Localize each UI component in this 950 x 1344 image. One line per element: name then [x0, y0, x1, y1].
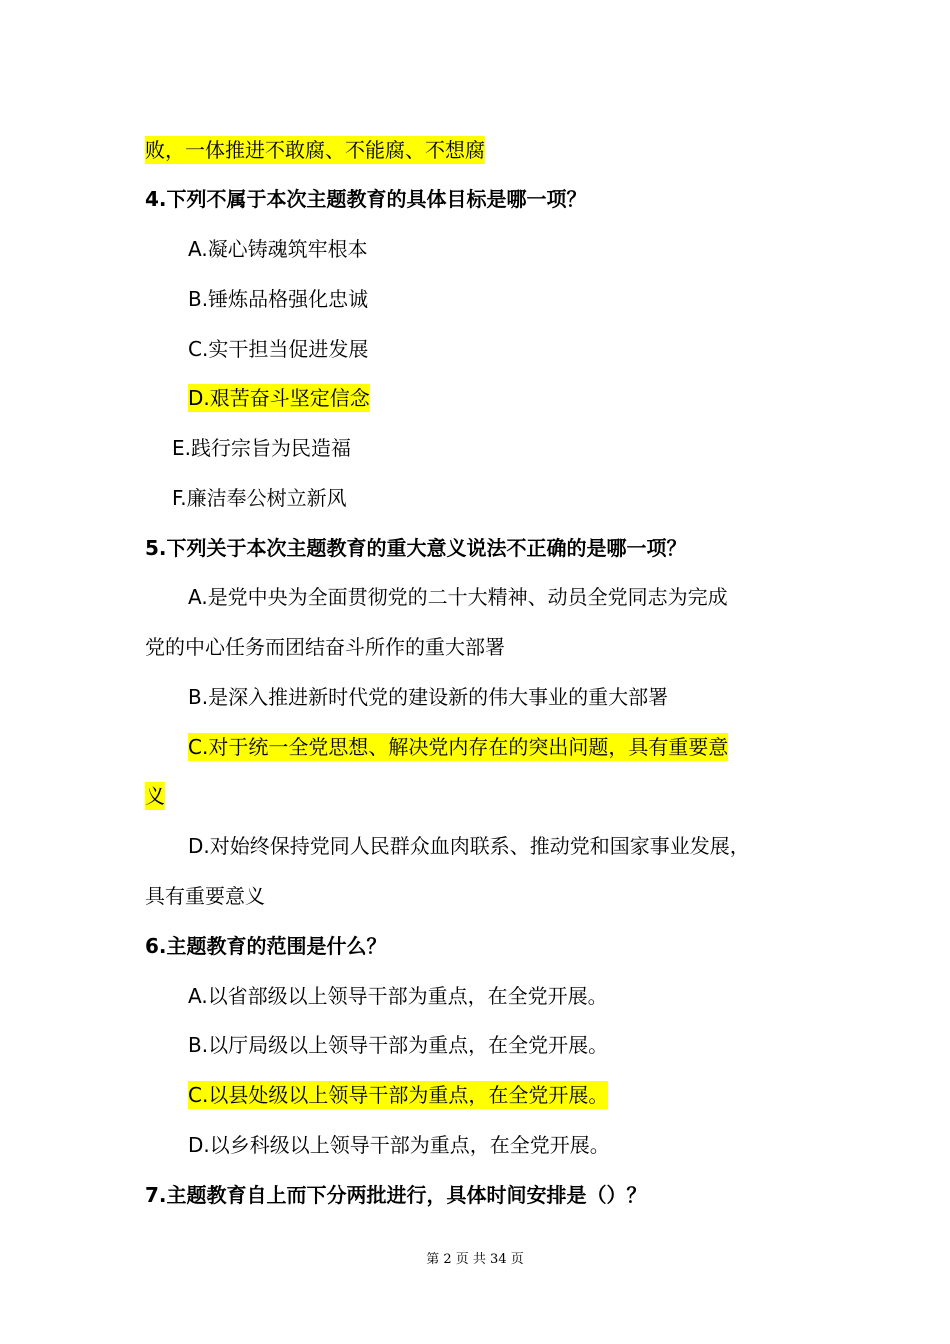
question-6-option-b: B.以厅局级以上领导干部为重点，在全党开展。 [188, 1033, 609, 1057]
question-4-option-f: F.廉洁奉公树立新风 [172, 486, 347, 510]
question-4-option-c: C.实干担当促进发展 [188, 337, 369, 361]
question-4-option-e: E.践行宗旨为民造福 [172, 436, 351, 460]
page-footer: 第 2 页 共 34 页 [426, 1252, 524, 1267]
question-5-option-b: B.是深入推进新时代党的建设新的伟大事业的重大部署 [188, 685, 669, 709]
question-5-option-a-line1: A.是党中央为全面贯彻党的二十大精神、动员全党同志为完成 [188, 585, 728, 609]
question-5-option-d-line1: D.对始终保持党同人民群众血肉联系、推动党和国家事业发展， [188, 834, 750, 858]
previous-answer-tail: 败，一体推进不敢腐、不能腐、不想腐 [145, 138, 485, 162]
question-6-title: 6.主题教育的范围是什么？ [145, 934, 387, 958]
question-6-option-a: A.以省部级以上领导干部为重点，在全党开展。 [188, 984, 608, 1008]
question-5-option-d-line2: 具有重要意义 [145, 884, 265, 908]
question-4-title: 4.下列不属于本次主题教育的具体目标是哪一项？ [145, 187, 587, 211]
question-6-option-d: D.以乡科级以上领导干部为重点，在全党开展。 [188, 1133, 610, 1157]
question-6-option-c: C.以县处级以上领导干部为重点，在全党开展。 [188, 1083, 609, 1107]
question-4-option-a: A.凝心铸魂筑牢根本 [188, 237, 368, 261]
question-5-option-c-line1: C.对于统一全党思想、解决党内存在的突出问题，具有重要意 [188, 735, 729, 759]
question-5-option-c-line2: 义 [145, 784, 165, 808]
question-5-option-a-line2: 党的中心任务而团结奋斗所作的重大部署 [145, 635, 505, 659]
question-4-option-d: D.艰苦奋斗坚定信念 [188, 386, 370, 410]
question-7-title: 7.主题教育自上而下分两批进行，具体时间安排是（）？ [145, 1183, 647, 1207]
question-5-title: 5.下列关于本次主题教育的重大意义说法不正确的是哪一项？ [145, 536, 687, 560]
question-4-option-b: B.锤炼品格强化忠诚 [188, 287, 369, 311]
